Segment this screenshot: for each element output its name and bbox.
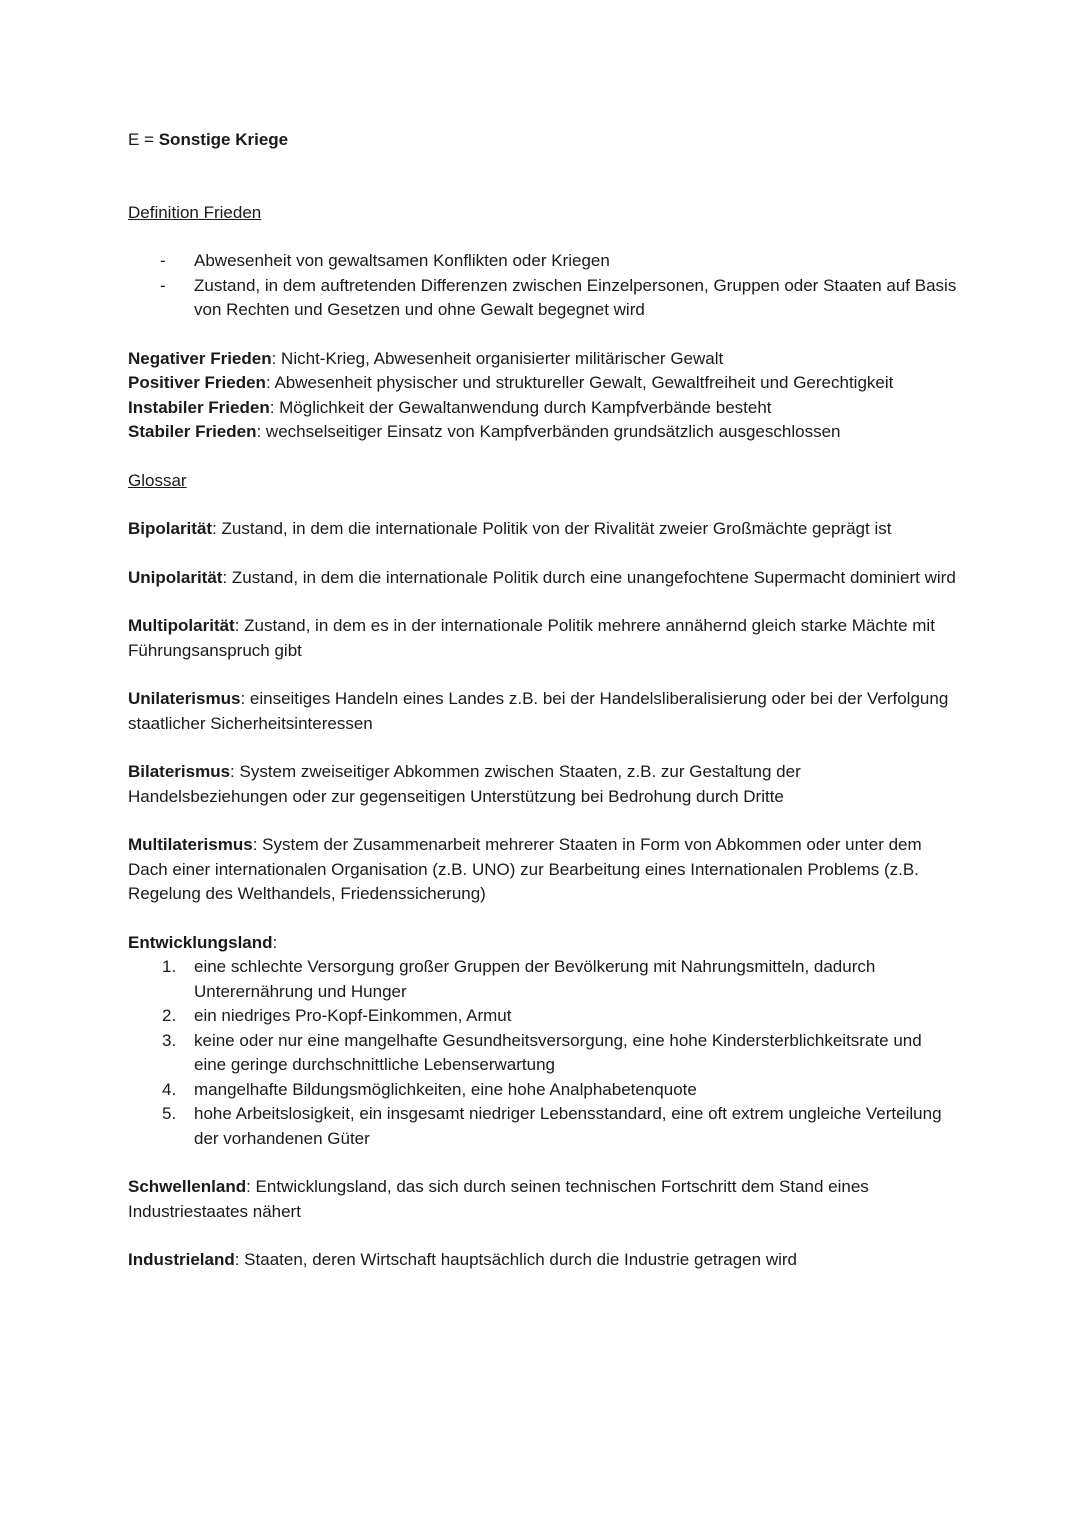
list-item: - Abwesenheit von gewaltsamen Konflikten oder Kriegen [160, 251, 610, 270]
section-title: E = Sonstige Kriege [128, 130, 289, 149]
glossar-entry-entwicklungsland: Entwicklungsland: [128, 932, 278, 952]
frieden-definition-list [128, 249, 958, 323]
list-item: 2. ein niedriges Pro-Kopf-Einkommen, Armut [162, 1006, 512, 1025]
glossar-entry-industrieland: Industrieland: Staaten, deren Wirtschaft hauptsächlich durch die Industrie getragen wird [128, 1250, 797, 1269]
document-page [128, 128, 958, 1273]
glossar-entry-multilaterismus: Multilaterismus: System der Zusammenarbeit mehrerer Staaten in Form von Abkommen oder unter dem Dach einer internationalen Organisation (z.B. UNO) zur Bearbeitung eines Internationalen Problems (z.B. Regelung des Welthandels, Friedenssicherung) [128, 835, 922, 903]
glossar-entry-bilaterismus: Bilaterismus: System zweiseitiger Abkommen zwischen Staaten, z.B. zur Gestaltung der Handelsbeziehungen oder zur gegenseitigen Unterstützung bei Bedrohung durch Dritte [128, 762, 801, 806]
entwicklungsland-list [128, 955, 958, 1151]
glossar-entry-schwellenland: Schwellenland: Entwicklungsland, das sich durch seinen technischen Fortschritt dem Stand eines Industriestaates nähert [128, 1177, 869, 1221]
frieden-type-negativ: Negativer Frieden: Nicht-Krieg, Abwesenheit organisierter militärischer Gewalt [128, 348, 724, 368]
glossar-entry-unilaterismus: Unilaterismus: einseitiges Handeln eines Landes z.B. bei der Handelsliberalisierung oder bei der Verfolgung staatlicher Sicherheitsinteressen [128, 689, 949, 733]
list-item: 1. eine schlechte Versorgung großer Gruppen der Bevölkerung mit Nahrungsmitteln, dadurch Unterernährung und Hunger [162, 957, 876, 1001]
frieden-type-instabil: Instabiler Frieden: Möglichkeit der Gewaltanwendung durch Kampfverbände besteht [128, 397, 772, 417]
glossar-entry-multipolaritaet: Multipolarität: Zustand, in dem es in der internationale Politik mehrere annähernd gleich starke Mächte mit Führungsanspruch gibt [128, 616, 935, 660]
frieden-type-stabil: Stabiler Frieden: wechselseitiger Einsatz von Kampfverbänden grundsätzlich ausgeschlossen [128, 422, 841, 441]
list-item: 3. keine oder nur eine mangelhafte Gesundheitsversorgung, eine hohe Kindersterblichkeitsrate und eine geringe durchschnittliche Lebenserwartung [162, 1030, 922, 1074]
list-item: - Zustand, in dem auftretenden Differenzen zwischen Einzelpersonen, Gruppen oder Staaten auf Basis von Rechten und Gesetzen und ohne Gewalt begegnet wird [160, 275, 957, 319]
list-item: 4. mangelhafte Bildungsmöglichkeiten, eine hohe Analphabetenquote [162, 1079, 697, 1099]
glossar-heading: Glossar [128, 470, 187, 490]
definition-frieden-heading: Definition Frieden [128, 202, 262, 222]
list-item: 5. hohe Arbeitslosigkeit, ein insgesamt niedriger Lebensstandard, eine oft extrem ungleiche Verteilung der vorhandenen Güter [162, 1104, 942, 1148]
glossar-entry-bipolaritaet: Bipolarität: Zustand, in dem die internationale Politik von der Rivalität zweier Großmächte geprägt ist [128, 519, 892, 538]
section-title-bold: Sonstige Kriege [158, 130, 289, 149]
glossar-entry-unipolaritaet: Unipolarität: Zustand, in dem die internationale Politik durch eine unangefochtene Supermacht dominiert wird [128, 567, 956, 587]
frieden-type-positiv: Positiver Frieden: Abwesenheit physischer und struktureller Gewalt, Gewaltfreiheit und Gerechtigkeit [128, 373, 894, 392]
